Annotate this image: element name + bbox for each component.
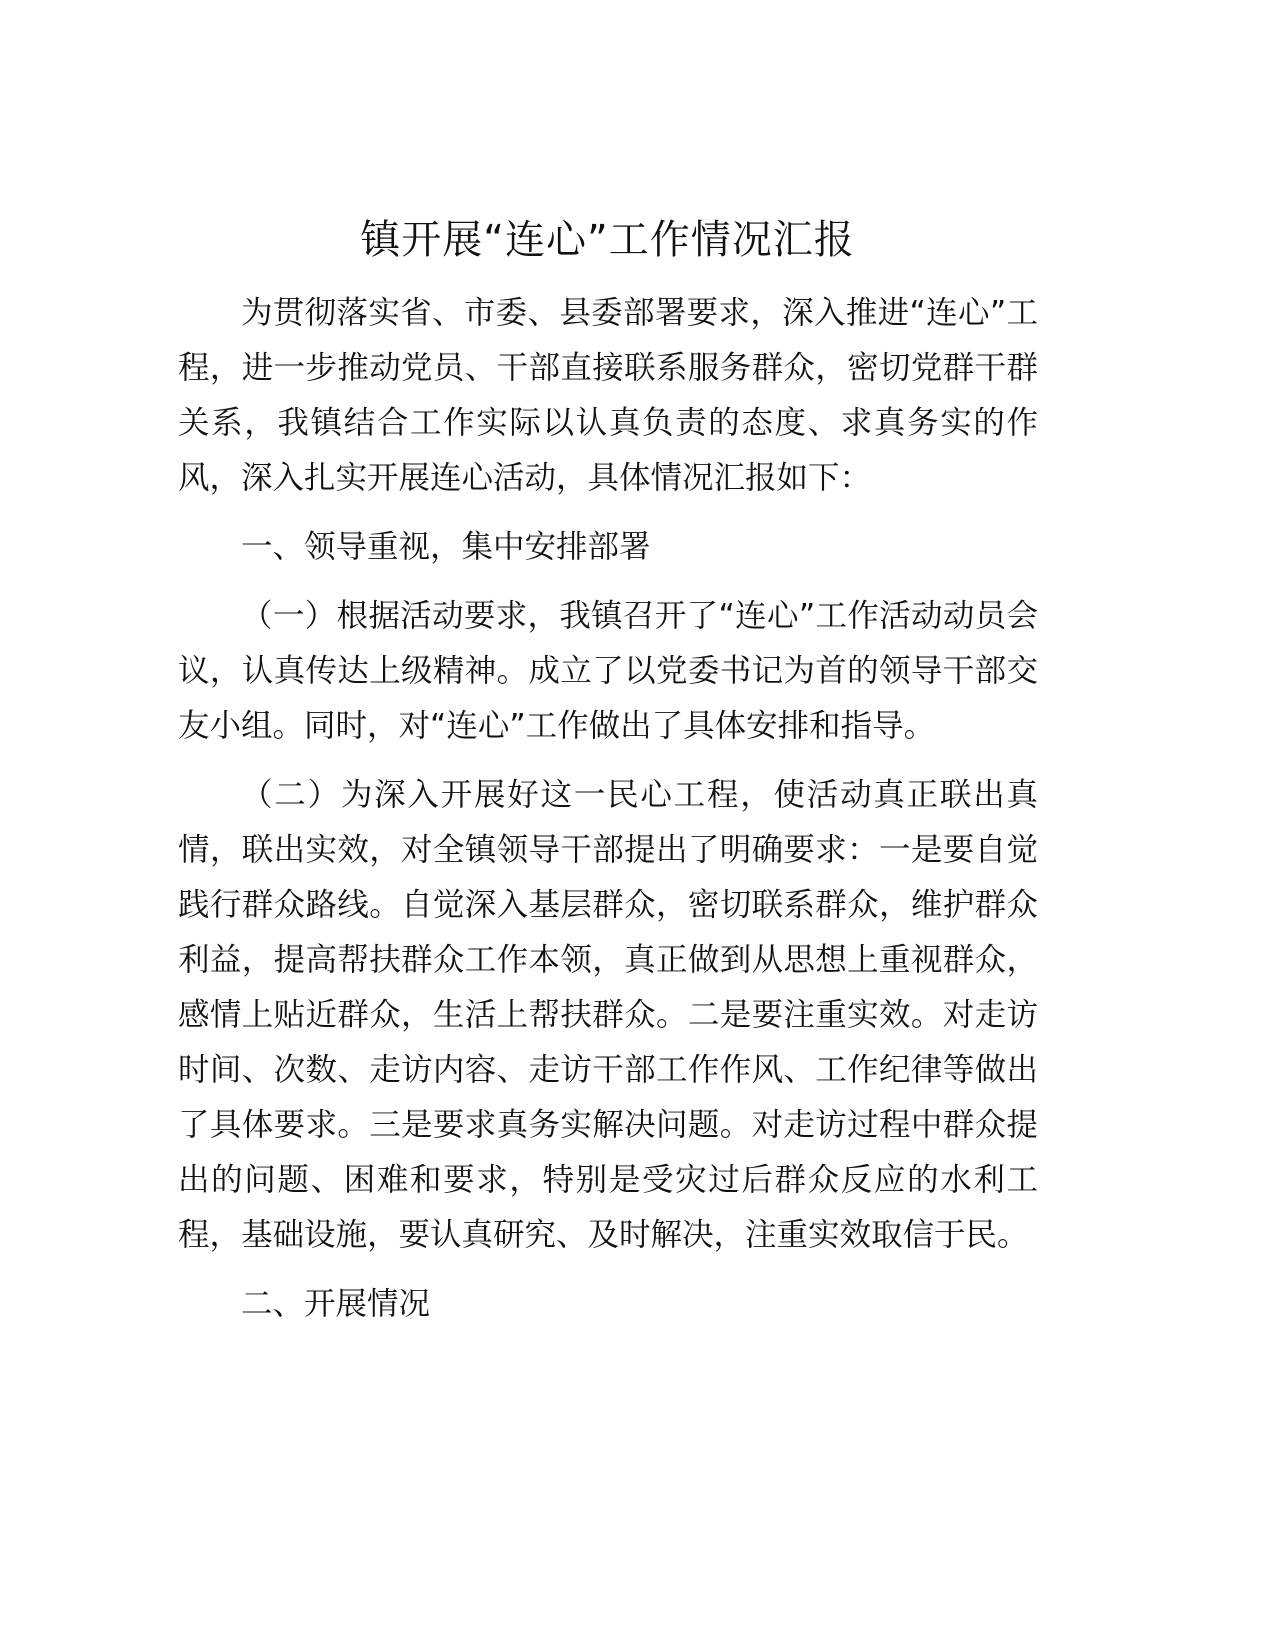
document-body — [178, 286, 1038, 1332]
section-heading-2: 二、开展情况 — [241, 1286, 431, 1322]
section-heading-1: 一、领导重视，集中安排部署 — [241, 529, 651, 565]
document-title: 镇开展“连心”工作情况汇报 — [360, 217, 855, 263]
paragraph-1-2: （二）为深入开展好这一民心工程，使活动真正联出真情，联出实效，对全镇领导干部提出了明确要求：一是要自觉践行群众路线。自觉深入基层群众，密切联系群众，维护群众利益，提高帮扶群众工作本领，真正做到从思想上重视群众，感情上贴近群众，生活上帮扶群众。二是要注重实效。对走访时间、次数、走访内容、走访干部工作作风、工作纪律等做出了具体要求。三是要求真务实解决问题。对走访过程中群众提出的问题、困难和要求，特别是受灾过后群众反应的水利工程，基础设施，要认真研究、及时解决，注重实效取信于民。 — [178, 777, 1038, 1253]
intro-paragraph: 为贯彻落实省、市委、县委部署要求，深入推进“连心”工程，进一步推动党员、干部直接联系服务群众，密切党群干群关系，我镇结合工作实际以认真负责的态度、求真务实的作风，深入扎实开展连心活动，具体情况汇报如下： — [178, 295, 1038, 496]
paragraph-1-1: （一）根据活动要求，我镇召开了“连心”工作活动动员会议，认真传达上级精神。成立了以党委书记为首的领导干部交友小组。同时，对“连心”工作做出了具体安排和指导。 — [178, 598, 1038, 744]
